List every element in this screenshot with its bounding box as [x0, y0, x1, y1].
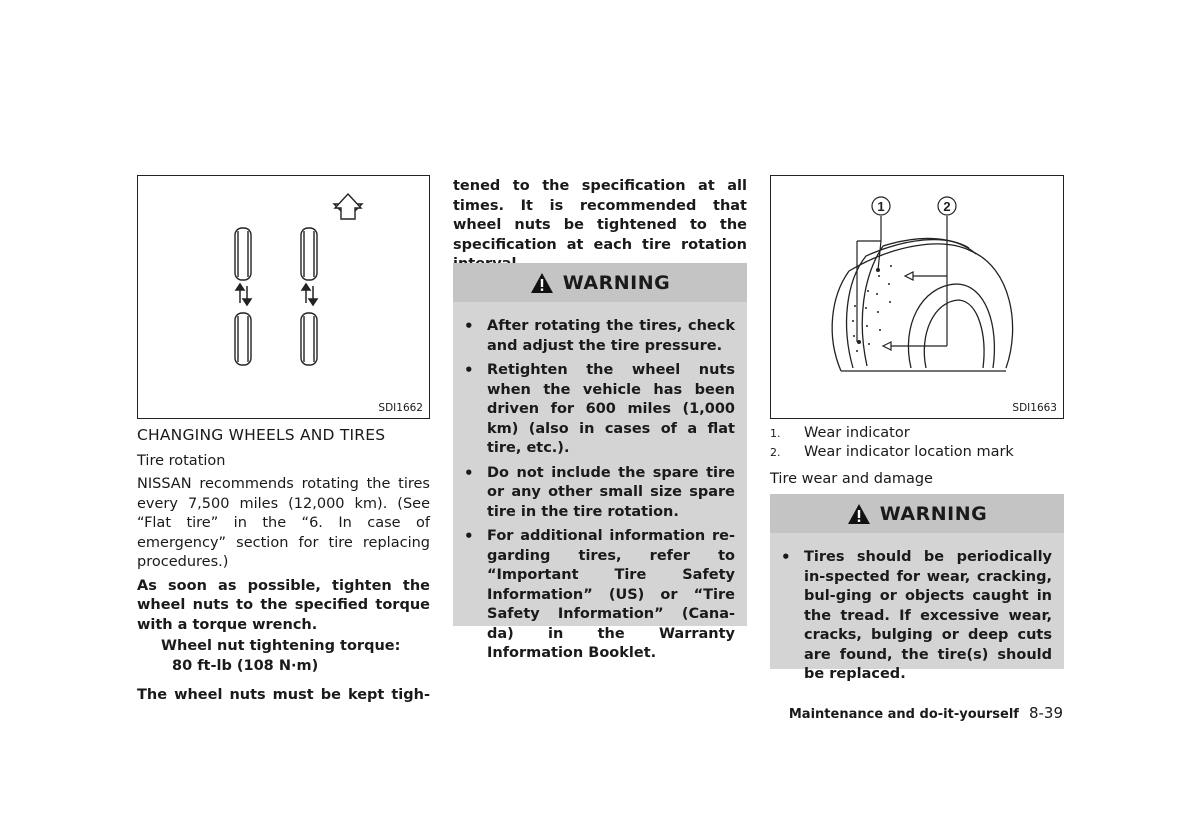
- callout-1: 1: [877, 199, 885, 214]
- subheading: Tire wear and damage: [770, 471, 933, 487]
- right-column: [770, 424, 1064, 490]
- continuation-paragraph: tened to the specification at all times. It is recommended that wheel nuts be tightened to the specification at each tire rotation: [453, 178, 747, 253]
- left-column: [137, 426, 430, 706]
- tire-rotation-diagram: [138, 176, 428, 417]
- warning-triangle-icon: [530, 272, 554, 294]
- callout-2: 2: [943, 199, 951, 214]
- legend-item: 2. Wear indicator location mark: [770, 444, 1014, 460]
- warning-item: • Tires should be periodically in-spected for wear, cracking, bul-ging or objects caught in the tread. If excessive wear, cracks, bulging or deep cuts are found, the tire(s) should be replaced.: [770, 548, 1064, 685]
- tighten-paragraph: As soon as possible, tighten the wheel nuts to the specified torque with a torque wrench.: [137, 577, 430, 633]
- rotation-warning-box: [453, 263, 747, 661]
- middle-column: [453, 177, 747, 275]
- rotation-paragraph: NISSAN recommends rotating the tires every 7,500 miles (12,000 km). (See “Flat tire” in the “6. In case of emergency” section for tire replacing procedures.): [137, 476, 430, 570]
- tire-wear-diagram: [771, 176, 1062, 417]
- warning-title: WARNING: [879, 502, 988, 525]
- wear-warning-box: [770, 494, 1064, 682]
- warning-title: WARNING: [562, 271, 671, 294]
- page-footer: [789, 704, 1063, 722]
- warning-item: • Do not include the spare tire or any other small size spare tire in the tire rotation.: [453, 464, 747, 523]
- warning-header: [770, 494, 1064, 533]
- warning-list: [770, 548, 1064, 685]
- footer-section-title: Maintenance and do-it-yourself: [788, 707, 1019, 722]
- legend-item: 1. Wear indicator: [770, 425, 910, 441]
- warning-item: • Retighten the wheel nuts when the vehicle has been driven for 600 miles (1,000 km) (also in cases of a flat tire, etc.).: [453, 361, 747, 459]
- torque-label: Wheel nut tightening torque:: [161, 638, 401, 654]
- warning-header: [453, 263, 747, 302]
- figure-legend: [770, 424, 1064, 462]
- warning-item: • After rotating the tires, check and adjust the tire pressure.: [453, 317, 747, 356]
- warning-triangle-icon: [847, 503, 871, 525]
- tire-rotation-figure: [137, 175, 430, 419]
- page-number: 8-39: [1028, 704, 1063, 722]
- tire-wear-figure: [770, 175, 1064, 419]
- warning-list: [453, 317, 747, 664]
- section-heading: CHANGING WHEELS AND TIRES: [137, 426, 386, 444]
- figure-code: SDI1662: [378, 402, 423, 414]
- torque-value: 80 ft-lb (108 N·m): [172, 657, 319, 674]
- subheading: Tire rotation: [137, 452, 226, 469]
- figure-code: SDI1663: [1012, 402, 1057, 414]
- warning-item: • For additional information re-garding tires, refer to “Important Tire Safety Information” (US) or “Tire Safety Information” (Cana-da) in the Warranty Information Booklet.: [453, 527, 747, 664]
- continued-line: The wheel nuts must be kept tigh-: [137, 687, 430, 703]
